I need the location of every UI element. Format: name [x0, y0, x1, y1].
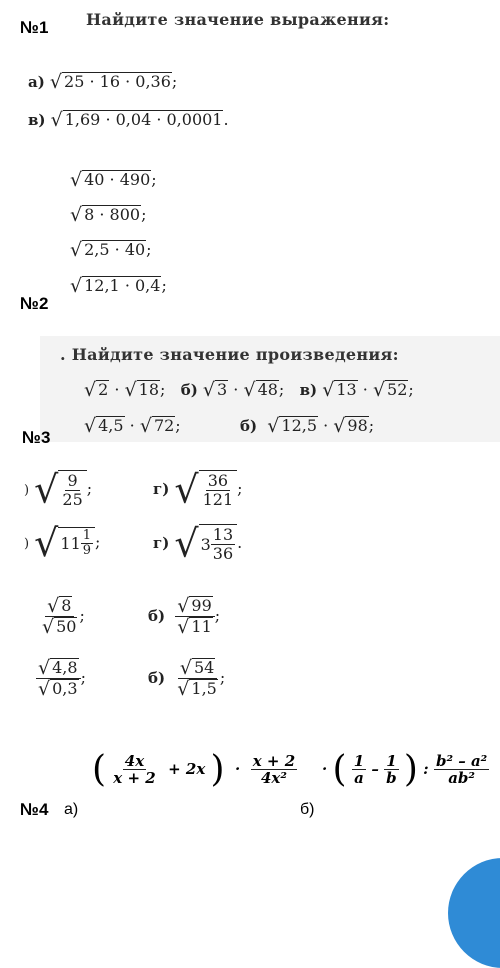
- task-number-2: №2: [20, 294, 49, 313]
- task-4-label-a: а): [64, 801, 79, 818]
- punct: ;: [146, 240, 152, 259]
- factor: 18: [138, 380, 160, 399]
- factor: 12,5: [281, 416, 318, 435]
- task-number-4: №4: [20, 800, 49, 819]
- numerator: √ 54: [178, 658, 217, 679]
- punct: ;: [141, 205, 147, 224]
- radicand: 3 $\frac{13}{36}$: [199, 524, 238, 563]
- task-2b-title: . Найдите значение произведения:: [60, 345, 399, 364]
- sqrt-icon: √: [124, 379, 137, 401]
- sqrt-icon: √: [84, 415, 97, 437]
- factor: 3: [217, 380, 228, 399]
- factor: 2: [98, 380, 109, 399]
- denominator: √ 50: [42, 616, 77, 638]
- radicand: 1,69 · 0,04 · 0,0001: [64, 110, 223, 129]
- radicand: 11 $\frac{1}{9}$: [58, 527, 95, 559]
- sqrt-icon: √: [139, 415, 152, 437]
- partial-label: ): [24, 536, 30, 552]
- task-1-title: Найдите значение выражения:: [86, 10, 390, 29]
- sqrt-icon: √: [70, 169, 83, 191]
- sqrt-icon: √: [267, 415, 280, 437]
- task-2-item-1: [70, 170, 157, 190]
- radicand: 12,1 · 0,4: [84, 276, 161, 295]
- radicand: $\frac{36}{121}$: [199, 470, 238, 509]
- punct: ;: [171, 72, 178, 91]
- task-1-item-a: [28, 72, 177, 92]
- denominator: √ 0,3: [38, 678, 78, 700]
- task-3-row-3-left: $\frac{√ 8}{√ 50}$ ;: [42, 595, 85, 638]
- item-label: б): [180, 381, 198, 399]
- sqrt-icon: √: [322, 379, 335, 401]
- task-2b-row-1: √ 2 · √ 18; б) √ 3 · √ 48; в) √ 13 · √ 52;: [84, 379, 414, 401]
- item-label: б): [148, 607, 166, 625]
- task-2-item-3: [70, 240, 152, 260]
- task-2b-row-2: √ 4,5 · √ 72;: [84, 415, 181, 437]
- factor: 13: [336, 380, 357, 399]
- task-number-3: №3: [22, 428, 51, 447]
- sqrt-icon: √: [34, 467, 59, 512]
- radicand: $\frac{9}{25}$: [58, 470, 86, 509]
- sqrt-icon: √: [50, 109, 63, 131]
- sqrt-icon: √: [333, 415, 346, 437]
- task-2-item-4: [70, 276, 167, 296]
- task-3-row-4-right: б) $\frac{√ 54}{√ 1,5}$ ;: [148, 657, 226, 700]
- task-3-row-1-left: ) √ $\frac{9}{25}$ ;: [24, 467, 93, 512]
- sqrt-icon: √: [70, 239, 83, 261]
- punct: ;: [161, 276, 167, 295]
- sqrt-icon: √: [174, 521, 199, 566]
- factor: 48: [257, 380, 278, 399]
- radicand: 40 · 490: [84, 170, 151, 189]
- task-4-expr-a: ( $\frac{4x}{x + 2}$ + 2x ) · $\frac{x + 2}{\text{4x²}}$: [92, 749, 296, 790]
- task-3-row-2-right: г) √ 3 $\frac{13}{36}$ .: [153, 521, 243, 566]
- factor: 52: [387, 380, 408, 399]
- task-2-item-2: [70, 205, 146, 225]
- task-1-item-b: [28, 110, 229, 130]
- denominator: √ 1,5: [177, 678, 217, 700]
- item-label: б): [148, 669, 166, 687]
- numerator: √ 99: [175, 596, 214, 617]
- sqrt-icon: √: [49, 71, 63, 93]
- item-label: б): [240, 417, 258, 435]
- denominator: √ 11: [177, 616, 212, 638]
- sqrt-icon: √: [202, 379, 215, 401]
- factor: 98: [347, 416, 368, 435]
- radicand: 2,5 · 40: [84, 240, 146, 259]
- sqrt-icon: √: [70, 275, 83, 297]
- factor: 4,5: [98, 416, 124, 435]
- sqrt-icon: √: [372, 379, 386, 401]
- numerator: √ 4,8: [36, 658, 81, 679]
- item-label: в): [299, 381, 318, 399]
- task-4-label-b: б): [300, 801, 315, 818]
- task-2b-row-2-b: б) √ 12,5 · √ 98;: [240, 415, 375, 437]
- radicand: 8 · 800: [84, 205, 141, 224]
- sqrt-icon: √: [243, 379, 256, 401]
- item-label: в): [28, 111, 46, 129]
- sqrt-icon: √: [84, 379, 97, 401]
- sqrt-icon: √: [70, 204, 83, 226]
- factor: 72: [153, 416, 175, 435]
- task-3-row-3-right: б) $\frac{√ 99}{√ 11}$ ;: [148, 595, 221, 638]
- item-label: а): [28, 73, 45, 91]
- partial-label: ): [24, 483, 30, 498]
- numerator: √ 8: [45, 596, 74, 617]
- sqrt-icon: √: [34, 521, 59, 565]
- item-label: г): [153, 534, 170, 552]
- item-label: г): [153, 480, 170, 498]
- punct: .: [223, 110, 229, 129]
- task-3-row-4-left: $\frac{√ 4,8}{√ 0,3}$ ;: [38, 657, 86, 700]
- task-4-expr-b: · ( $\frac{1}{a}$ – $\frac{1}{b}$ ) : $\frac{\text{b² – a²}}{\text{ab²}}$: [322, 749, 488, 790]
- task-3-row-1-right: г) √ $\frac{36}{121}$ ;: [153, 467, 243, 512]
- punct: ;: [151, 170, 157, 189]
- task-number-1: №1: [20, 18, 49, 37]
- sqrt-icon: √: [174, 467, 199, 512]
- floating-action-circle[interactable]: [448, 858, 500, 968]
- task-3-row-2-left: ) √ 11 $\frac{1}{9}$ ;: [24, 521, 101, 565]
- radicand: 25 · 16 · 0,36: [64, 72, 171, 91]
